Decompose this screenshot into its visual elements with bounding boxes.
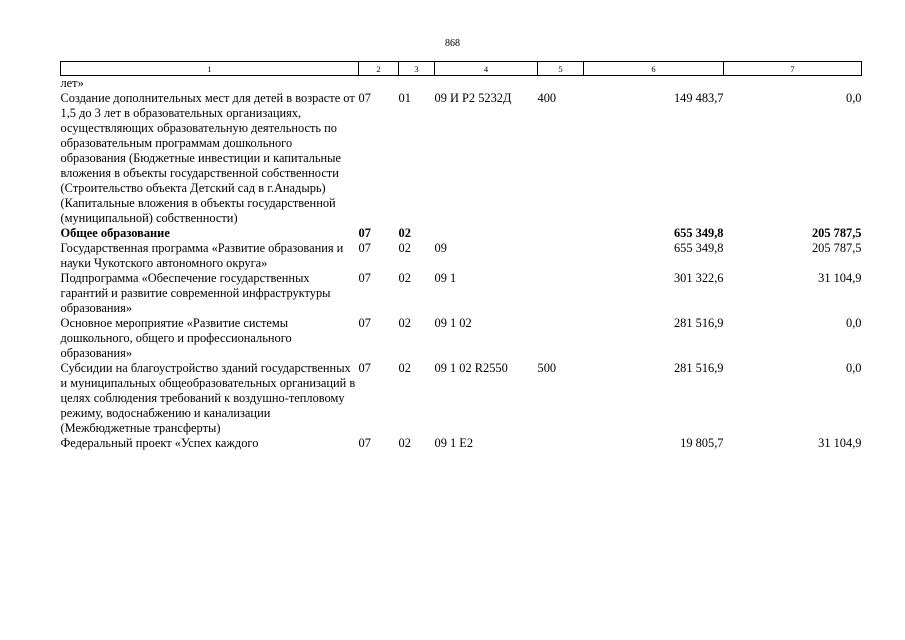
row-target-article-cell [435,76,538,92]
column-header-name: 1 [61,62,359,76]
row-amount-1-cell [584,76,724,92]
row-name-cell: Общее образование [60,226,170,240]
table-row [61,436,862,451]
column-header-amount-2: 7 [724,62,862,76]
table-body [61,76,862,452]
row-expense-type-cell [538,241,584,271]
row-amount-2-cell: 205 787,5 [811,241,862,255]
table-row [61,226,862,241]
row-subsection-cell: 02 [398,241,411,255]
row-amount-2-cell: 31 104,9 [818,436,862,450]
row-name-cell: Федеральный проект «Успех каждого [60,436,259,450]
table-row [61,316,862,361]
row-amount-2-cell: 0,0 [846,316,862,330]
column-header-expense-type: 5 [538,62,584,76]
row-subsection-cell: 02 [398,361,411,375]
row-expense-type-cell [538,271,584,316]
page-number: 868 [445,38,460,49]
row-section-cell: 07 [358,91,371,105]
row-amount-1-cell: 301 322,6 [673,271,724,285]
row-amount-1-cell: 655 349,8 [673,241,724,255]
row-target-article-cell [435,226,538,241]
row-target-article-cell: 09 1 [434,271,457,285]
row-amount-1-cell: 281 516,9 [673,316,724,330]
table-row [61,76,862,92]
row-target-article-cell: 09 И Р2 5232Д [434,91,512,105]
row-amount-1-cell: 281 516,9 [673,361,724,375]
row-name-cell: Субсидии на благоустройство зданий государственных и муниципальных общеобразовательных организаций в целях соблюдения требований к воздушно-тепловому режиму, водоснабжению и канализации (Межбюджетные трансферты) [60,361,356,435]
row-subsection-cell: 02 [398,271,411,285]
row-amount-2-cell [724,76,862,92]
row-section-cell: 07 [358,316,371,330]
table-row [61,91,862,226]
row-section-cell: 07 [358,361,371,375]
row-amount-1-cell: 19 805,7 [680,436,724,450]
row-name-cell: Создание дополнительных мест для детей в возрасте от 1,5 до 3 лет в образовательных организациях, осуществляющих образовательную деятельность по образовательным программам дошкольного образования (Бюджетные инвестиции и капитальные вложения в объекты государственной собственности (Строительство объекта Детский сад в г.Анадырь) (Капитальные вложения в объекты государственной (муниципальной) собственности) [60,91,355,225]
column-header-section: 2 [359,62,399,76]
table-row [61,241,862,271]
row-section-cell: 07 [358,241,371,255]
row-section-cell: 07 [358,271,371,285]
row-amount-1-cell: 655 349,8 [673,226,724,240]
row-section-cell [359,76,399,92]
row-expense-type-cell [538,226,584,241]
row-target-article-cell: 09 1 Е2 [434,436,474,450]
row-section-cell: 07 [358,436,371,450]
row-expense-type-cell [538,436,584,451]
column-header-subsection: 3 [399,62,435,76]
table-header-row [61,62,862,76]
row-name-cell: Основное мероприятие «Развитие системы дошкольного, общего и профессионального образования» [60,316,292,360]
row-amount-2-cell: 0,0 [846,91,862,105]
row-subsection-cell: 01 [398,91,411,105]
row-subsection-cell: 02 [398,226,411,240]
row-section-cell: 07 [358,226,371,240]
row-subsection-cell: 02 [398,316,411,330]
row-subsection-cell: 02 [398,436,411,450]
row-subsection-cell [399,76,435,92]
column-header-amount-1: 6 [584,62,724,76]
row-target-article-cell: 09 1 02 R2550 [434,361,508,375]
row-name-cell: Подпрограмма «Обеспечение государственных гарантий и развитие современной инфраструктуры образования» [60,271,331,315]
row-amount-1-cell: 149 483,7 [673,91,724,105]
row-expense-type-cell: 400 [537,91,557,105]
table-row [61,271,862,316]
row-name-cell: лет» [60,76,84,90]
row-name-cell: Государственная программа «Развитие образования и науки Чукотского автономного округа» [60,241,344,270]
column-header-target-article: 4 [435,62,538,76]
row-target-article-cell: 09 1 02 [434,316,472,330]
row-target-article-cell: 09 [434,241,447,255]
row-amount-2-cell: 31 104,9 [818,271,862,285]
row-expense-type-cell [538,316,584,361]
row-amount-2-cell: 0,0 [846,361,862,375]
row-amount-2-cell: 205 787,5 [811,226,862,240]
table-row [61,361,862,436]
row-expense-type-cell: 500 [537,361,557,375]
budget-table [60,61,862,451]
row-expense-type-cell [538,76,584,92]
